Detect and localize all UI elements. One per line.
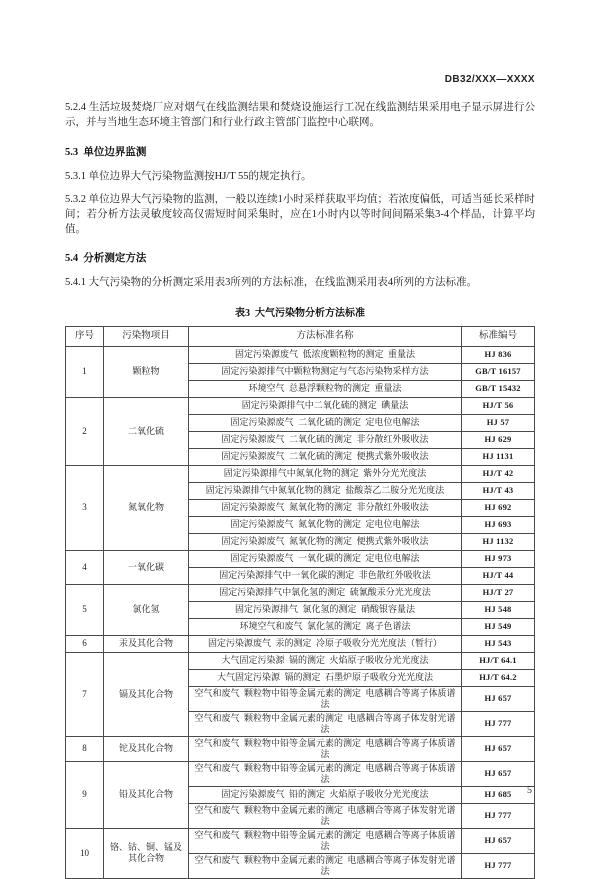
table-row — [66, 584, 535, 601]
table-row — [66, 465, 535, 482]
standard-code-cell: HJ 685 — [462, 786, 535, 803]
pollutant-cell: 二氧化硫 — [104, 397, 189, 465]
table-row — [66, 346, 535, 363]
seq-cell: 2 — [66, 397, 104, 465]
method-name-cell: 固定污染源废气 氮氧化物的测定 非分散红外吸收法 — [189, 499, 462, 516]
pollutant-cell: 氯化氢 — [104, 584, 189, 635]
method-name-cell: 空气和废气 颗粒物中铅等金属元素的测定 电感耦合等离子体质谱法 — [189, 828, 462, 853]
seq-cell: 4 — [66, 550, 104, 584]
standard-code-cell: HJ 549 — [462, 618, 535, 635]
table3-body — [66, 346, 535, 878]
standard-code-cell: HJ 1131 — [462, 448, 535, 465]
clause-5-4-1: 5.4.1 大气污染物的分析测定采用表3所列的方法标准，在线监测采用表4所列的方法标准。 — [65, 276, 478, 288]
clause-5-3-2: 5.3.2 单位边界大气污染物的监测，一般以连续1小时采样获取平均值；若浓度偏低，可适当延长采样时间；若分析方法灵敏度较高仅需短时间采集时，应在1小时内以等时间间隔采集3-4个样品，计算平均值。 — [65, 194, 535, 235]
standard-code-cell: HJ 548 — [462, 601, 535, 618]
pollutant-cell: 汞及其化合物 — [104, 635, 189, 652]
pollutant-cell: 一氧化碳 — [104, 550, 189, 584]
heading-5-4: 5.4 分析测定方法 — [65, 252, 147, 264]
table3-analysis-methods — [65, 326, 535, 879]
table-row — [66, 736, 535, 761]
method-name-cell: 空气和废气 颗粒物中金属元素的测定 电感耦合等离子体发射光谱法 — [189, 711, 462, 736]
method-name-cell: 固定污染源废气 氮氧化物的测定 便携式紫外吸收法 — [189, 533, 462, 550]
standard-code-cell: HJ/T 64.1 — [462, 652, 535, 669]
column-header-seq: 序号 — [66, 326, 104, 346]
method-name-cell: 固定污染源排气中氮氧化物的测定 紫外分光光度法 — [189, 465, 462, 482]
seq-cell: 3 — [66, 465, 104, 550]
standard-code-cell: HJ/T 44 — [462, 567, 535, 584]
pollutant-cell: 镉及其化合物 — [104, 652, 189, 736]
clause-5-3-1: 5.3.1 单位边界大气污染物监测按HJ/T 55的规定执行。 — [65, 170, 312, 182]
seq-cell: 1 — [66, 346, 104, 397]
standard-code-cell: HJ 777 — [462, 711, 535, 736]
method-name-cell: 固定污染源废气 低浓度颗粒物的测定 重量法 — [189, 346, 462, 363]
standard-code-cell: HJ 629 — [462, 431, 535, 448]
method-name-cell: 固定污染源排气中二氧化硫的测定 碘量法 — [189, 397, 462, 414]
pollutant-cell: 铅及其化合物 — [104, 761, 189, 828]
column-header-pollutant: 污染物项目 — [104, 326, 189, 346]
table-row — [66, 397, 535, 414]
standard-code-cell: HJ 836 — [462, 346, 535, 363]
standard-code-cell: HJ 657 — [462, 736, 535, 761]
standard-code-cell: HJ 777 — [462, 853, 535, 878]
pollutant-cell: 铬、钴、铜、锰及其化合物 — [104, 828, 189, 878]
table3-header-row — [66, 326, 535, 346]
method-name-cell: 空气和废气 颗粒物中铅等金属元素的测定 电感耦合等离子体质谱法 — [189, 686, 462, 711]
method-name-cell: 大气固定污染源 镉的测定 石墨炉原子吸收分光光度法 — [189, 669, 462, 686]
method-name-cell: 固定污染源废气 氮氧化物的测定 定电位电解法 — [189, 516, 462, 533]
heading-5-3: 5.3 单位边界监测 — [65, 146, 147, 158]
table-row — [66, 635, 535, 652]
table-row — [66, 652, 535, 669]
seq-cell: 9 — [66, 761, 104, 828]
method-name-cell: 环境空气和废气 氯化氢的测定 离子色谱法 — [189, 618, 462, 635]
method-name-cell: 固定污染源排气中氯化氢的测定 硫氰酸汞分光光度法 — [189, 584, 462, 601]
method-name-cell: 空气和废气 颗粒物中金属元素的测定 电感耦合等离子体发射光谱法 — [189, 853, 462, 878]
method-name-cell: 固定污染源排气中氮氧化物的测定 盐酸萘乙二胺分光光度法 — [189, 482, 462, 499]
standard-code-cell: HJ 657 — [462, 761, 535, 786]
pollutant-cell: 颗粒物 — [104, 346, 189, 397]
standard-code-cell: HJ/T 56 — [462, 397, 535, 414]
table-row — [66, 761, 535, 786]
seq-cell: 5 — [66, 584, 104, 635]
method-name-cell: 固定污染源废气 二氧化硫的测定 便携式紫外吸收法 — [189, 448, 462, 465]
standard-code-cell: HJ 543 — [462, 635, 535, 652]
pollutant-cell: 铊及其化合物 — [104, 736, 189, 761]
seq-cell: 8 — [66, 736, 104, 761]
standard-code-cell: HJ 693 — [462, 516, 535, 533]
table-row — [66, 828, 535, 853]
standard-code-cell: HJ 57 — [462, 414, 535, 431]
method-name-cell: 空气和废气 颗粒物中铅等金属元素的测定 电感耦合等离子体质谱法 — [189, 761, 462, 786]
method-name-cell: 空气和废气 颗粒物中金属元素的测定 电感耦合等离子体发射光谱法 — [189, 803, 462, 828]
method-name-cell: 固定污染源废气 二氧化硫的测定 定电位电解法 — [189, 414, 462, 431]
clause-5-2-4: 5.2.4 生活垃圾焚烧厂应对烟气在线监测结果和焚烧设施运行工况在线监测结果采用电子显示屏进行公示，并与当地生态环境主管部门和行业行政主管部门监控中心联网。 — [65, 102, 535, 128]
standard-code-cell: HJ/T 27 — [462, 584, 535, 601]
method-name-cell: 固定污染源废气 铅的测定 火焰原子吸收分光光度法 — [189, 786, 462, 803]
standard-code-cell: HJ 1132 — [462, 533, 535, 550]
method-name-cell: 环境空气 总悬浮颗粒物的测定 重量法 — [189, 380, 462, 397]
method-name-cell: 固定污染源排气中颗粒物测定与气态污染物采样方法 — [189, 363, 462, 380]
method-name-cell: 固定污染源排气 氯化氢的测定 硝酸银容量法 — [189, 601, 462, 618]
column-header-code: 标准编号 — [462, 326, 535, 346]
standard-code-cell: HJ 657 — [462, 828, 535, 853]
table-row — [66, 550, 535, 567]
standard-code-cell: HJ/T 64.2 — [462, 669, 535, 686]
document-code: DB32/XXX—XXXX — [444, 74, 535, 85]
standard-code-cell: HJ 657 — [462, 686, 535, 711]
standard-code-cell: HJ 692 — [462, 499, 535, 516]
method-name-cell: 固定污染源废气 一氧化碳的测定 定电位电解法 — [189, 550, 462, 567]
standard-code-cell: HJ/T 43 — [462, 482, 535, 499]
standard-code-cell: HJ 973 — [462, 550, 535, 567]
column-header-method: 方法标准名称 — [189, 326, 462, 346]
seq-cell: 6 — [66, 635, 104, 652]
method-name-cell: 固定污染源废气 二氧化硫的测定 非分散红外吸收法 — [189, 431, 462, 448]
page-number: 5 — [527, 785, 532, 796]
method-name-cell: 大气固定污染源 镉的测定 火焰原子吸收分光光度法 — [189, 652, 462, 669]
pollutant-cell: 氮氧化物 — [104, 465, 189, 550]
seq-cell: 7 — [66, 652, 104, 736]
standard-code-cell: GB/T 16157 — [462, 363, 535, 380]
standard-code-cell: GB/T 15432 — [462, 380, 535, 397]
method-name-cell: 固定污染源排气中一氧化碳的测定 非色散红外吸收法 — [189, 567, 462, 584]
standard-code-cell: HJ 777 — [462, 803, 535, 828]
method-name-cell: 固定污染源废气 汞的测定 冷原子吸收分光光度法（暂行） — [189, 635, 462, 652]
seq-cell: 10 — [66, 828, 104, 878]
standard-code-cell: HJ/T 42 — [462, 465, 535, 482]
method-name-cell: 空气和废气 颗粒物中铅等金属元素的测定 电感耦合等离子体质谱法 — [189, 736, 462, 761]
table3-title: 表3 大气污染物分析方法标准 — [235, 307, 365, 319]
